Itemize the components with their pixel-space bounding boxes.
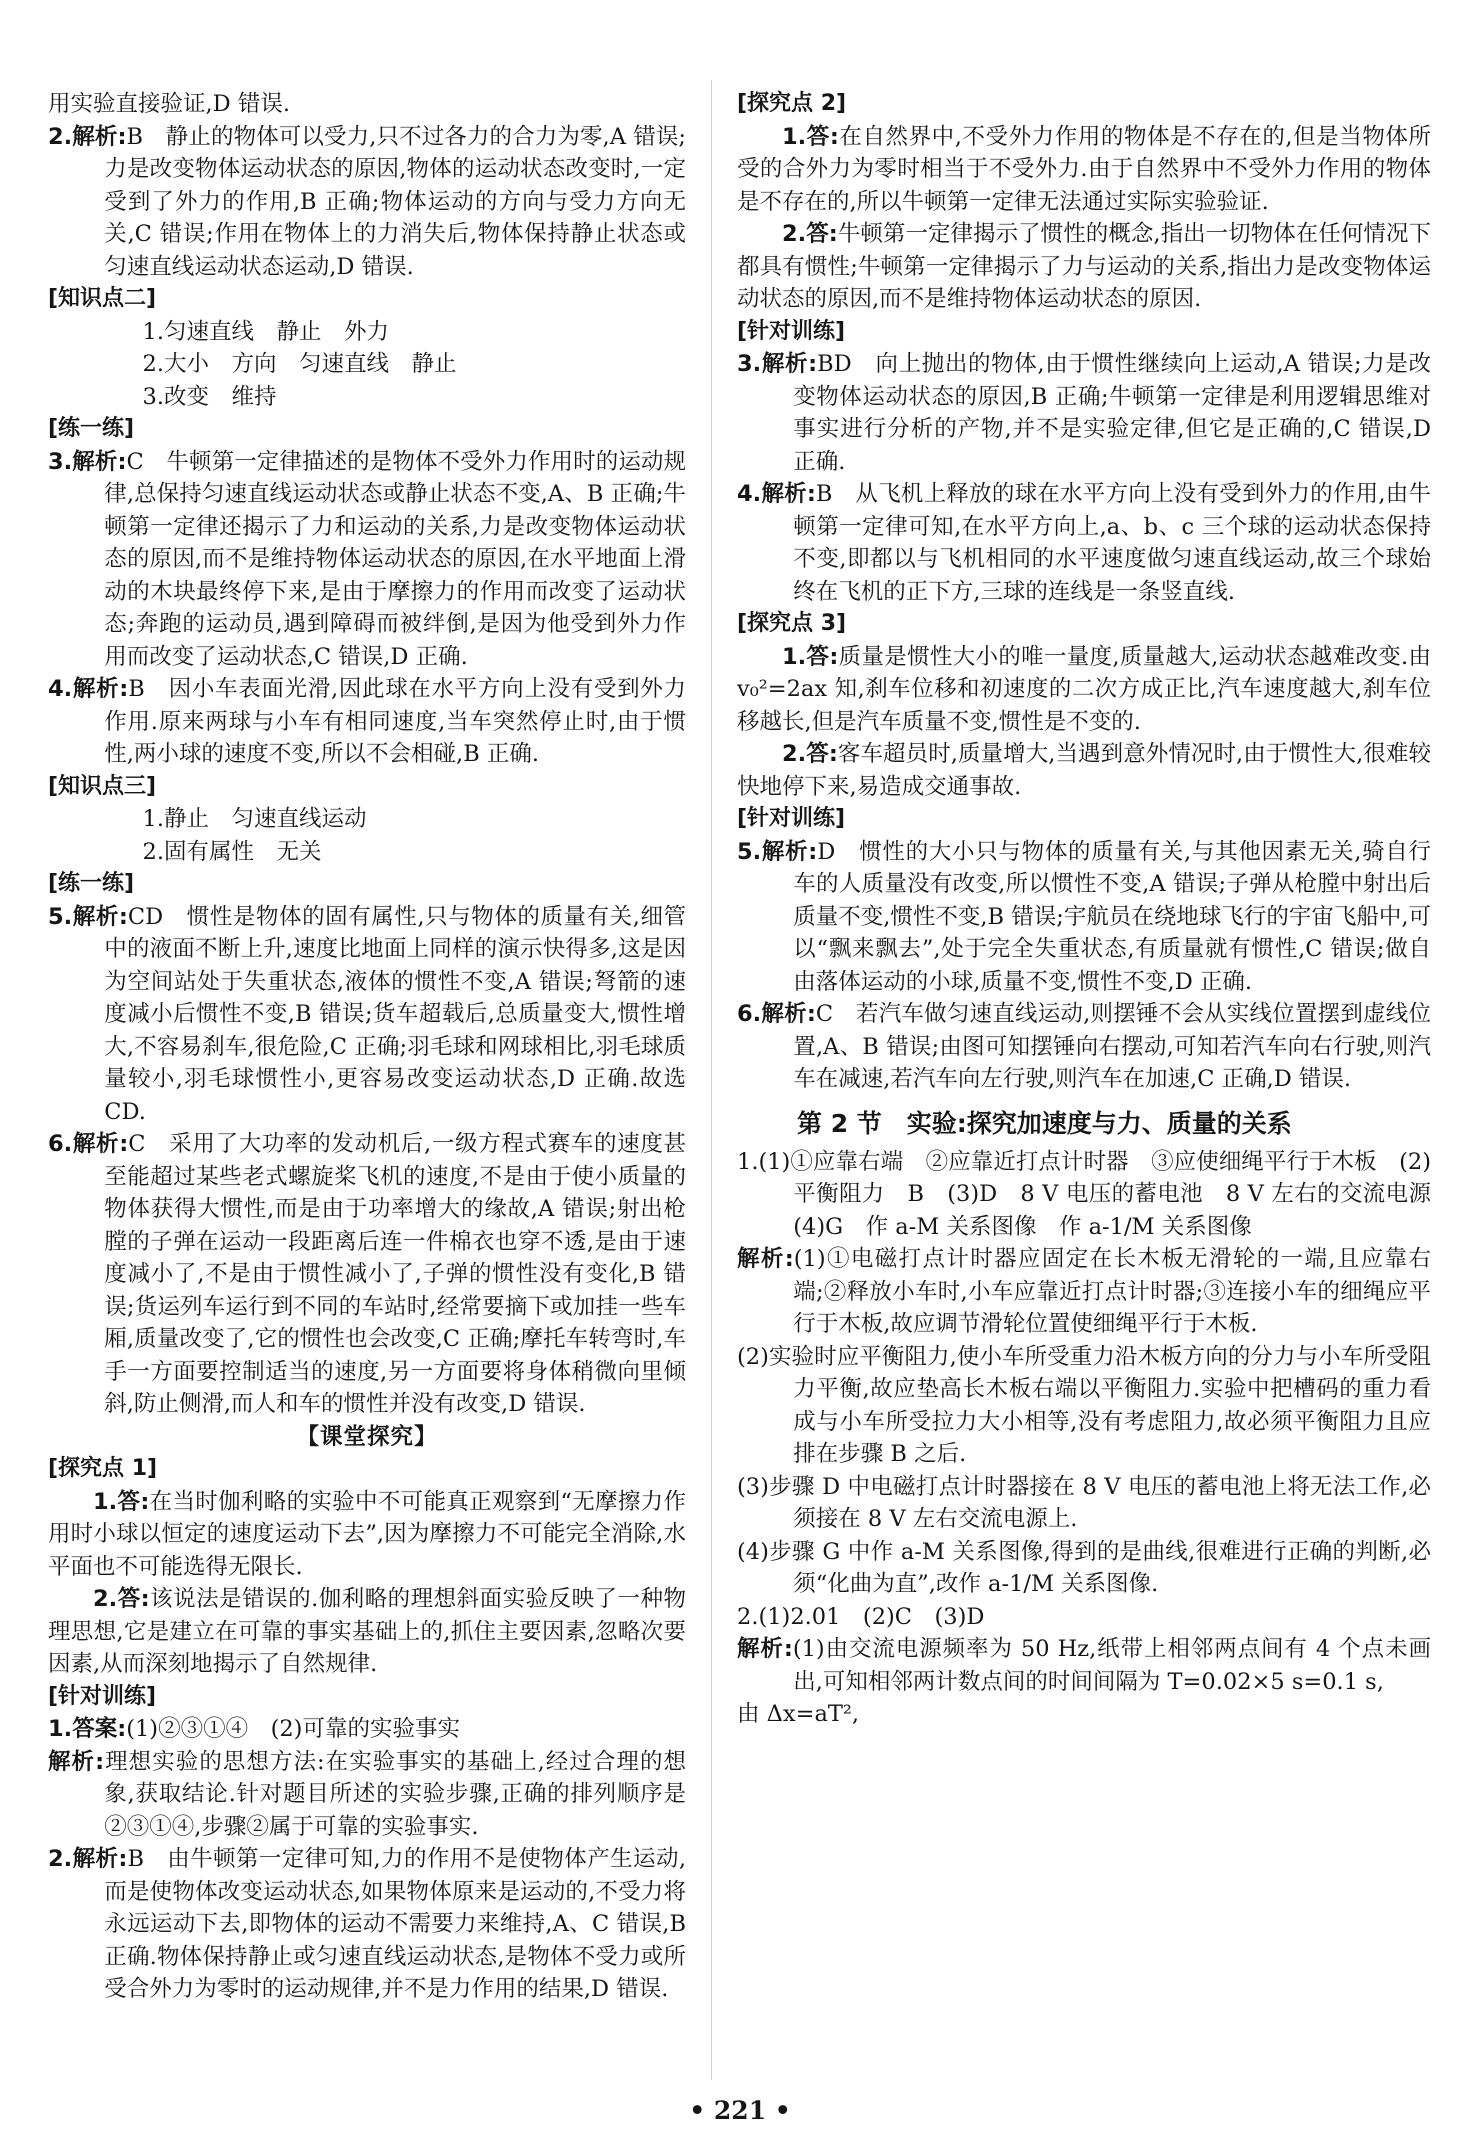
answer-text: [探究点 1]: [48, 1456, 158, 1481]
answer-line: [48, 316, 686, 349]
answer-label: 2.解析:: [48, 1846, 128, 1872]
answer-text: 该说法是错误的.伽利略的理想斜面实验反映了一种物理思想,它是建立在可靠的事实基础上的,抓住主要因素,忽略次要因素,从而深刻地揭示了自然规律.: [48, 1586, 687, 1677]
answer-text: 牛顿第一定律揭示了惯性的概念,指出一切物体在任何情况下都具有惯性;牛顿第一定律揭示了力与运动的关系,指出力是改变物体运动状态的原因,而不是维持物体运动状态的原因.: [737, 221, 1431, 312]
section-tag: [737, 803, 1431, 836]
answer-item: [737, 478, 1431, 608]
answer-text: [针对训练]: [48, 1683, 157, 1709]
answer-item: [737, 1146, 1454, 1244]
answer-text: B 由牛顿第一定律可知,力的作用不是使物体产生运动,而是使物体改变运动状态,如果物体原来是运动的,不受力将永远运动下去,即物体的运动不需要力来维持,A、C 错误,B 正确.物体保持静止或匀速直线运动状态,是物体不受力或所受合外力为零时的运动规律,并不是力作用的结果,D 错误.: [104, 1846, 687, 2002]
answer-text: 在当时伽利略的实验中不可能真正观察到“无摩擦力作用时小球以恒定的速度运动下去”,因为摩擦力不可能完全消除,水平面也不可能选得无限长.: [48, 1488, 686, 1580]
page-number: • 221 •: [689, 2096, 791, 2125]
answer-text: B 静止的物体可以受力,只不过各力的合力为零,A 错误;力是改变物体运动状态的原因,物体的运动状态改变时,一定受到了外力的作用,B 正确;物体运动的方向与受力方向无关,C 错误;作用在物体上的力消失后,物体保持静止状态或匀速直线运动状态运动,D 错误.: [104, 123, 687, 280]
section-heading: [48, 1421, 686, 1454]
answer-item: [737, 1243, 1431, 1341]
answer-item: [737, 998, 1431, 1096]
answer-text: 2.大小 方向 匀速直线 静止: [142, 351, 457, 377]
answer-text: (1)②③①④ (2)可靠的实验事实: [126, 1716, 460, 1742]
answer-text: [练一练]: [48, 416, 135, 441]
answer-text: [知识点二]: [48, 286, 157, 311]
answer-text: (1)①电磁打点计时器应固定在长木板无滑轮的一端,且应靠右端;②释放小车时,小车应靠近打点计时器;③连接小车的细绳应平行于木板,故应调节滑轮位置使细绳平行于木板.: [793, 1246, 1431, 1337]
answer-item: [737, 1536, 1431, 1601]
answer-label: 1.答:: [782, 643, 839, 670]
answer-text: 由 Δx=aT²,: [737, 1701, 860, 1727]
answer-text: B 从飞机上释放的球在水平方向上没有受到外力的作用,由牛顿第一定律可知,在水平方向上,a、b、c 三个球的运动状态保持不变,即都以与飞机相同的水平速度做匀速直线运动,故三个球始终在飞机的正下方,三球的连线是一条竖直线.: [793, 481, 1431, 605]
right-column: [737, 88, 1454, 1731]
answer-text: 3.改变 维持: [142, 383, 277, 410]
answer-text: 理想实验的思想方法:在实验事实的基础上,经过合理的想象,获取结论.针对题目所述的实验步骤,正确的排列顺序是②③①④,步骤②属于可靠的实验事实.: [104, 1748, 687, 1840]
answer-line: [48, 348, 686, 381]
answer-text: [针对训练]: [737, 806, 846, 831]
answer-paragraph: [737, 121, 1431, 219]
section-tag: [737, 316, 1431, 349]
answer-item: [737, 1341, 1431, 1471]
answer-paragraph: [48, 1486, 686, 1584]
answer-item: [48, 673, 686, 771]
answer-item: [48, 1128, 686, 1421]
answer-label: 4.解析:: [48, 676, 129, 702]
section-tag: [48, 1453, 686, 1486]
answer-item: [48, 121, 686, 284]
answer-text: 客车超员时,质量增大,当遇到意外情况时,由于惯性大,很难较快地停下来,易造成交通事故.: [737, 741, 1431, 800]
answer-item: [48, 1746, 686, 1844]
answer-text: 在自然界中,不受外力作用的物体是不存在的,但是当物体所受的合外力为零时相当于不受外力.由于自然界中不受外力作用的物体是不存在的,所以牛顿第一定律无法通过实际实验验证.: [737, 123, 1431, 215]
answer-text: (3)步骤 D 中电磁打点计时器接在 8 V 电压的蓄电池上将无法工作,必须接在 8 V 左右交流电源上.: [737, 1473, 1431, 1532]
answer-text: [练一练]: [48, 871, 135, 896]
answer-text: (2)实验时应平衡阻力,使小车所受重力沿木板方向的分力与小车所受阻力平衡,故应垫高长木板右端以平衡阻力.实验中把槽码的重力看成与小车所受拉力大小相等,没有考虑阻力,故必须平衡阻力且应排在步骤 B 之后.: [737, 1343, 1431, 1467]
section-tag: [48, 283, 686, 316]
answer-label: 5.解析:: [48, 903, 128, 930]
answer-paragraph: [737, 218, 1431, 316]
answer-text: 1.(1)①应靠右端 ②应靠近打点计时器 ③应使细绳平行于木板 (2)平衡阻力 B (3)D 8 V 电压的蓄电池 8 V 左右的交流电源 (4)G 作 a-M 关系图像 作 a-1/M 关系图像: [737, 1148, 1454, 1240]
answer-text: C 若汽车做匀速直线运动,则摆锤不会从实线位置摆到虚线位置,A、B 错误;由图可知摆锤向右摆动,可知若汽车向右行驶,则汽车在减速,若汽车向左行驶,则汽车在加速,C 正确,D 错误.: [793, 1001, 1431, 1092]
column-divider: [711, 80, 712, 2080]
answer-text: 【课堂探究】: [296, 1423, 438, 1450]
answer-line: [48, 836, 686, 869]
answer-item: [737, 348, 1431, 478]
answer-text: C 采用了大功率的发动机后,一级方程式赛车的速度甚至能超过某些老式螺旋桨飞机的速度,不是由于使小质量的物体获得大惯性,而是由于功率增大的缘故,A 错误;射出枪膛的子弹在运动一段距离后连一件棉衣也穿不透,是由于速度减小了,不是由于惯性减小了,子弹的惯性没有变化,B 错误;货运列车运行到不同的车站时,经常要摘下或加挂一些车厢,质量改变了,它的惯性也会改变,C 正确;摩托车转弯时,车手一方面要控制适当的速度,另一方面要将身体稍微向里倾斜,防止侧滑,而人和车的惯性并没有改变,D 错误.: [104, 1131, 687, 1417]
answer-label: 1.答:: [782, 123, 839, 150]
answer-item: [737, 1601, 1431, 1634]
answer-text: [探究点 3]: [737, 611, 847, 636]
chapter-heading: [737, 1104, 1431, 1144]
answer-text: [针对训练]: [737, 318, 846, 344]
answer-text: 质量是惯性大小的唯一量度,质量越大,运动状态越难改变.由 v₀²=2ax 知,刹车位移和初速度的二次方成正比,汽车速度越大,刹车位移越长,但是汽车质量不变,惯性是不变的.: [737, 643, 1431, 735]
answer-label: 2.答:: [782, 741, 838, 767]
answer-item: [48, 901, 686, 1129]
answer-text: 用实验直接验证,D 错误.: [48, 91, 290, 117]
answer-text: (1)由交流电源频率为 50 Hz,纸带上相邻两点间有 4 个点未画出,可知相邻两计数点间的时间间隔为 T=0.02×5 s=0.1 s,: [792, 1636, 1432, 1695]
answer-label: 1.答:: [93, 1488, 150, 1515]
section-tag: [737, 608, 1431, 641]
section-tag: [48, 771, 686, 804]
answer-label: 解析:: [737, 1246, 794, 1272]
section-tag: [737, 88, 1431, 121]
answer-text: BD 向上抛出的物体,由于惯性继续向上运动,A 错误;力是改变物体运动状态的原因,B 正确;牛顿第一定律是利用逻辑思维对事实进行分析的产物,并不是实验定律,但它是正确的,C 错误,D 正确.: [793, 351, 1431, 475]
answer-label: 解析:: [737, 1636, 793, 1662]
answer-item: [48, 446, 686, 674]
section-tag: [48, 1681, 686, 1714]
answer-text: C 牛顿第一定律描述的是物体不受外力作用时的运动规律,总保持匀速直线运动状态或静止状态不变,A、B 正确;牛顿第一定律还揭示了力和运动的关系,力是改变物体运动状态的原因,而不是维持物体运动状态的原因,在水平地面上滑动的木块最终停下来,是由于摩擦力的作用而改变了运动状态;奔跑的运动员,遇到障碍而被绊倒,是因为他受到外力作用而改变了运动状态,C 错误,D 正确.: [104, 448, 687, 670]
section-tag: [48, 413, 686, 446]
answer-item: [737, 1471, 1431, 1536]
answer-label: 解析:: [48, 1748, 105, 1775]
answer-text: 1.静止 匀速直线运动: [142, 806, 367, 832]
text-line: [48, 88, 686, 121]
answer-paragraph: [737, 738, 1431, 803]
answer-item: [737, 836, 1431, 999]
answer-text: 1.匀速直线 静止 外力: [142, 318, 389, 345]
answer-label: 6.解析:: [737, 1001, 816, 1027]
answer-label: 2.解析:: [48, 123, 127, 150]
answer-line: [48, 381, 686, 414]
answer-item: [737, 1698, 1431, 1731]
answer-text: D 惯性的大小只与物体的质量有关,与其他因素无关,骑自行车的人质量没有改变,所以惯性不变,A 错误;子弹从枪膛中射出后质量不变,惯性不变,B 错误;宇航员在绕地球飞行的宇宙飞船中,可以“飘来飘去”,处于完全失重状态,有质量就有惯性,C 错误;做自由落体运动的小球,质量不变,惯性不变,D 正确.: [793, 838, 1431, 995]
answer-text: [知识点三]: [48, 773, 157, 799]
answer-paragraph: [48, 1583, 686, 1681]
answer-text: (4)步骤 G 中作 a-M 关系图像,得到的是曲线,很难进行正确的判断,必须“化曲为直”,改作 a-1/M 关系图像.: [737, 1538, 1431, 1597]
answer-item: [48, 1713, 686, 1746]
answer-text: 2.(1)2.01 (2)C (3)D: [737, 1603, 985, 1630]
answer-item: [48, 1843, 686, 2006]
answer-paragraph: [737, 641, 1431, 739]
answer-text: CD 惯性是物体的固有属性,只与物体的质量有关,细管中的液面不断上升,速度比地面上同样的演示快得多,这是因为空间站处于失重状态,液体的惯性不变,A 错误;弩箭的速度减小后惯性不变,B 错误;货车超载后,总质量变大,惯性增大,不容易刹车,很危险,C 正确;羽毛球和网球相比,羽毛球质量较小,羽毛球惯性小,更容易改变运动状态,D 正确.故选 CD.: [104, 903, 687, 1125]
section-tag: [48, 868, 686, 901]
answer-text: [探究点 2]: [737, 91, 847, 116]
answer-line: [48, 803, 686, 836]
answer-text: B 因小车表面光滑,因此球在水平方向上没有受到外力作用.原来两球与小车有相同速度,当车突然停止时,由于惯性,两小球的速度不变,所以不会相碰,B 正确.: [104, 676, 686, 767]
answer-label: 2.答:: [782, 221, 838, 247]
answer-item: [737, 1633, 1431, 1698]
answer-label: 3.解析:: [737, 351, 818, 377]
answer-label: 4.解析:: [737, 481, 816, 507]
answer-text: 第 2 节 实验:探究加速度与力、质量的关系: [797, 1108, 1292, 1138]
answer-text: 2.固有属性 无关: [142, 838, 322, 865]
answer-label: 3.解析:: [48, 448, 127, 475]
answer-label: 2.答:: [93, 1586, 150, 1612]
answer-label: 6.解析:: [48, 1131, 129, 1157]
left-column: [48, 88, 686, 2006]
answer-label: 1.答案:: [48, 1716, 127, 1742]
answer-label: 5.解析:: [737, 838, 818, 865]
